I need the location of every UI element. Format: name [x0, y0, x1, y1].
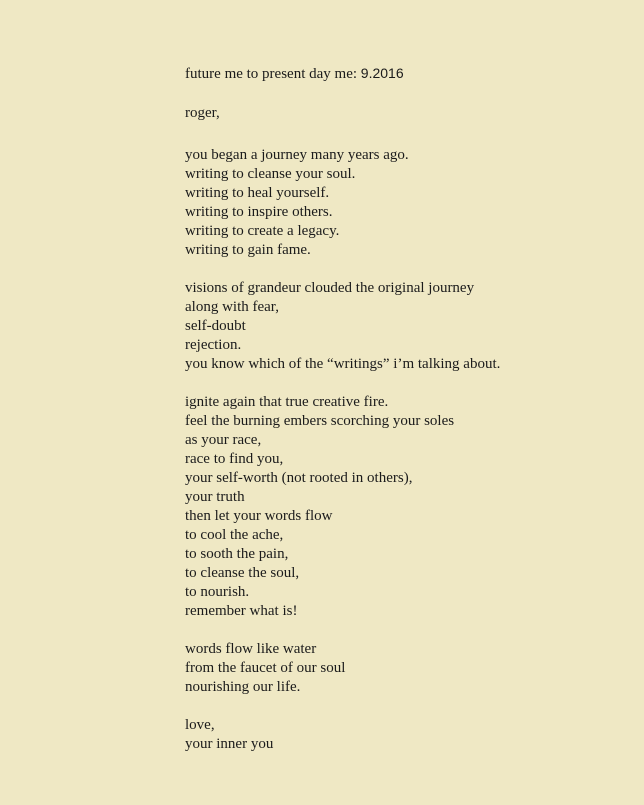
closing-line: love, [185, 717, 215, 733]
poem-line: visions of grandeur clouded the original journey [185, 280, 475, 296]
poem-line: writing to inspire others. [185, 204, 333, 220]
poem-line: to cool the ache, [185, 527, 284, 543]
poem-line: writing to heal yourself. [185, 185, 330, 201]
poem-line: to nourish. [185, 584, 250, 600]
greeting: roger, [185, 105, 220, 121]
poem-line: ignite again that true creative fire. [185, 394, 389, 410]
title-text: future me to present day me: [185, 66, 361, 82]
poem-line: from the faucet of our soul [185, 660, 346, 676]
signature: your inner you [185, 736, 274, 752]
poem-line: you began a journey many years ago. [185, 147, 409, 163]
poem-line: rejection. [185, 337, 242, 353]
poem-line: as your race, [185, 432, 262, 448]
letter-body [185, 104, 625, 754]
title-date: 9.2016 [360, 65, 404, 81]
poem-line: to sooth the pain, [185, 546, 289, 562]
poem-line: writing to cleanse your soul. [185, 166, 356, 182]
stanza-3 [185, 393, 625, 621]
poem-line: then let your words flow [185, 508, 333, 524]
poem-line: race to find you, [185, 451, 284, 467]
poem-line: your truth [185, 489, 245, 505]
poem-line: you know which of the “writings” i’m talking about. [185, 356, 501, 372]
poem-line: along with fear, [185, 299, 279, 315]
stanza-4-haiku [185, 640, 625, 697]
poem-line: writing to create a legacy. [185, 223, 340, 239]
stanza-2 [185, 279, 625, 374]
poem-line: words flow like water [185, 641, 317, 657]
poem-line: your self-worth (not rooted in others), [185, 470, 413, 486]
poem-line: writing to gain fame. [185, 242, 311, 258]
letter-title [185, 63, 404, 84]
stanza-1 [185, 146, 625, 260]
poem-line: feel the burning embers scorching your soles [185, 413, 455, 429]
poem-line: remember what is! [185, 603, 298, 619]
poem-line: self-doubt [185, 318, 246, 334]
closing [185, 716, 625, 754]
poem-line: to cleanse the soul, [185, 565, 300, 581]
poem-line: nourishing our life. [185, 679, 301, 695]
